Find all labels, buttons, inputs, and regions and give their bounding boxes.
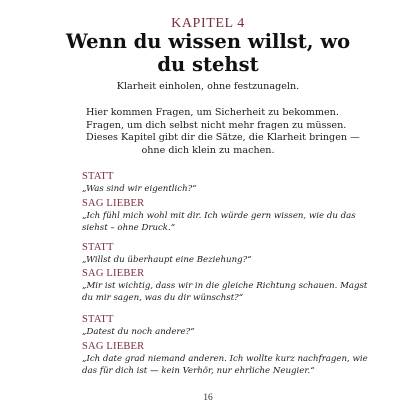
statt-quote: „Datest du noch andere?“ — [82, 327, 195, 337]
statt-label: STATT — [82, 314, 114, 325]
intro-line: Fragen, um dich selbst nicht mehr fragen zu müssen. — [86, 119, 347, 131]
sag-lieber-quote-line: das für dich ist — kein Verhör, nur ehrliche Neugier.“ — [82, 366, 315, 376]
sag-lieber-quote-line: „Mir ist wichtig, dass wir in die gleiche Richtung schauen. Magst — [82, 281, 368, 291]
sag-lieber-block-2 — [82, 268, 368, 304]
intro-line: Hier kommen Fragen, um Sicherheit zu bekommen. — [86, 107, 339, 118]
statt-block-1 — [82, 171, 352, 195]
sag-lieber-block-1 — [82, 198, 356, 234]
statt-quote: „Willst du überhaupt eine Beziehung?“ — [82, 255, 252, 265]
chapter-title: Wenn du wissen willst, wo du stehst — [65, 30, 351, 76]
statt-quote: „Was sind wir eigentlich?“ — [82, 184, 197, 194]
chapter-subtitle: Klarheit einholen, ohne festzunageln. — [116, 81, 300, 92]
intro-line: Dieses Kapitel gibt dir die Sätze, die Klarheit bringen — — [86, 132, 360, 144]
chapter-label: KAPITEL 4 — [171, 16, 245, 31]
statt-label: STATT — [82, 171, 114, 182]
sag-lieber-label: SAG LIEBER — [82, 198, 145, 209]
sag-lieber-block-3 — [82, 341, 368, 377]
intro-line: ohne dich klein zu machen. — [141, 144, 275, 156]
intro-paragraph — [86, 107, 360, 157]
page-number: 16 — [203, 393, 213, 403]
statt-block-3 — [82, 314, 352, 338]
sag-lieber-label: SAG LIEBER — [82, 268, 145, 279]
sag-lieber-quote-line: du mir sagen, was du dir wünschst?“ — [82, 293, 244, 303]
sag-lieber-quote-line: „Ich fühl mich wohl mit dir. Ich würde gern wissen, wie du das — [82, 211, 356, 221]
sag-lieber-label: SAG LIEBER — [82, 341, 145, 352]
sag-lieber-quote-line: „Ich date grad niemand anderen. Ich wollte kurz nachfragen, wie — [82, 354, 368, 364]
statt-block-2 — [82, 242, 352, 266]
sag-lieber-quote-line: siehst – ohne Druck.“ — [82, 223, 176, 233]
statt-label: STATT — [82, 242, 114, 253]
